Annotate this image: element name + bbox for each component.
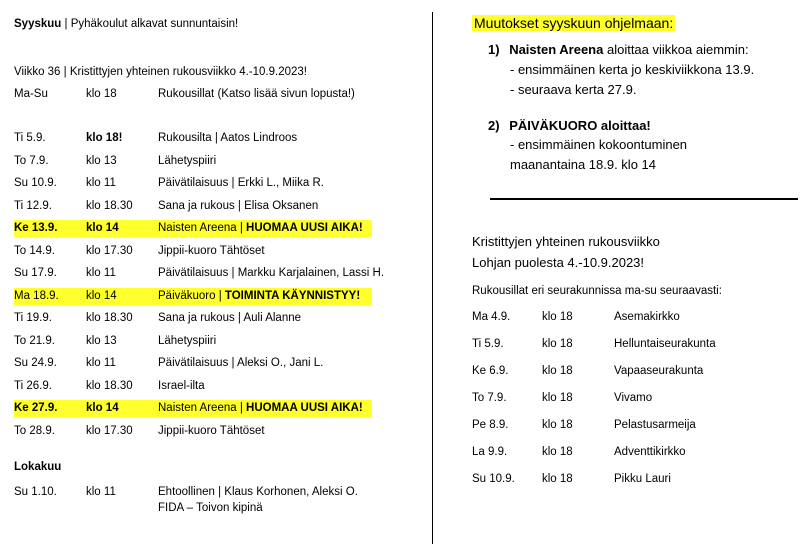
row-event <box>158 312 301 324</box>
prayer-intro: Rukousillat eri seurakunnissa ma-su seuraavasti: <box>472 285 722 297</box>
row-event <box>158 200 318 212</box>
row-event-text: Päivätilaisuus | Aleksi O., Jani L. <box>158 357 324 369</box>
lokakuu-heading: Lokakuu <box>14 461 62 473</box>
column-divider <box>432 12 433 544</box>
item2-number: 2) <box>488 118 500 133</box>
prayer-place: Vapaaseurakunta <box>614 365 704 377</box>
event-row <box>14 175 414 192</box>
row-event-text: Päivätilaisuus | Erkki L., Miika R. <box>158 177 324 189</box>
item1-bold: Naisten Areena <box>509 42 604 57</box>
section-rule <box>490 198 798 200</box>
event-row <box>14 333 414 350</box>
prayer-time: klo 18 <box>542 311 573 323</box>
prayer-row <box>472 473 772 491</box>
row-day: Ti 5.9. <box>14 132 46 144</box>
prayer-day: Ti 5.9. <box>472 338 504 350</box>
prayer-title-2: Lohjan puolesta 4.-10.9.2023! <box>472 255 645 270</box>
event-row <box>14 265 414 282</box>
row-time: klo 11 <box>86 177 116 189</box>
row-event-text: Sana ja rukous | Elisa Oksanen <box>158 199 319 212</box>
prayer-row <box>472 311 772 329</box>
row-time: klo 14 <box>86 402 119 414</box>
header-note: Pyhäkoulut alkavat sunnuntaisin! <box>70 18 239 30</box>
header-sep: | <box>64 18 68 30</box>
row-day: Ti 19.9. <box>14 312 52 324</box>
row-day: Su 1.10. <box>14 486 57 498</box>
prayer-time: klo 18 <box>542 473 573 485</box>
week-line: Viikko 36 | Kristittyjen yhteinen rukousviikko 4.-10.9.2023! <box>14 66 307 78</box>
month-heading: Syyskuu <box>14 18 62 30</box>
row-event <box>158 267 384 279</box>
item2-bold: PÄIVÄKUORO aloittaa! <box>509 118 651 133</box>
lokakuu-row <box>14 484 414 501</box>
row-event-text: Lähetyspiiri <box>158 334 217 347</box>
prayer-day: Pe 8.9. <box>472 419 509 431</box>
row-time: klo 14 <box>86 289 117 302</box>
row-event: Rukousillat (Katso lisää sivun lopusta!) <box>158 88 355 100</box>
prayer-day: Ma 4.9. <box>472 311 511 323</box>
prayer-day: To 7.9. <box>472 392 507 404</box>
event-row <box>14 288 414 305</box>
prayer-time: klo 18 <box>542 446 573 458</box>
row-event <box>158 425 265 437</box>
row-time: klo 13 <box>86 154 117 167</box>
prayer-time: klo 18 <box>542 365 573 377</box>
row-event-text: Israel-ilta <box>158 379 205 392</box>
event-row <box>14 153 414 170</box>
prayer-row <box>472 419 772 437</box>
row-day: Ti 12.9. <box>14 199 52 212</box>
event-row <box>14 400 414 417</box>
row-event <box>158 357 323 369</box>
row-event-text: Sana ja rukous | Auli Alanne <box>158 312 302 324</box>
row-day: Su 24.9. <box>14 357 57 369</box>
prayer-day: La 9.9. <box>472 446 508 458</box>
row-event <box>158 177 324 189</box>
changes-item1 <box>488 42 749 57</box>
changes-item2 <box>488 118 651 133</box>
prayer-time: klo 18 <box>542 419 573 431</box>
row-event-text: Naisten Areena | <box>158 222 247 234</box>
changes-title: Muutokset syyskuun ohjelmaan: <box>474 15 674 31</box>
item1-sub1: - ensimmäinen kerta jo keskiviikkona 13.9. <box>510 62 755 77</box>
row-day: To 7.9. <box>14 154 49 167</box>
row-event-text: Rukousilta | Aatos Lindroos <box>158 132 298 144</box>
row-day: Ma-Su <box>14 88 48 100</box>
row-event-emphasis: HUOMAA UUSI AIKA! <box>246 222 363 234</box>
row-event-text: Naisten Areena | <box>158 402 247 414</box>
row-time: klo 13 <box>86 334 117 347</box>
prayer-time: klo 18 <box>542 338 573 350</box>
row-time: klo 18.30 <box>86 379 133 392</box>
row-event <box>158 290 360 302</box>
row-day: Ke 27.9. <box>14 402 58 414</box>
item1-rest: aloittaa viikkoa aiemmin: <box>603 42 749 57</box>
event-row <box>14 378 414 395</box>
row-time: klo 11 <box>86 486 116 498</box>
event-row <box>14 243 414 260</box>
row-day: Su 17.9. <box>14 267 57 279</box>
event-row <box>14 220 414 237</box>
prayer-place: Vivamo <box>614 392 653 404</box>
event-row <box>14 198 414 215</box>
mainsu-row <box>14 86 414 103</box>
row-time: klo 11 <box>86 357 116 369</box>
lokakuu-event-line2: FIDA – Toivon kipinä <box>158 502 263 514</box>
prayer-row <box>472 392 772 410</box>
event-row <box>14 130 414 147</box>
event-row <box>14 310 414 327</box>
row-event <box>158 402 363 414</box>
row-time: klo 18! <box>86 132 123 144</box>
row-day: Ma 18.9. <box>14 289 59 302</box>
row-day: To 14.9. <box>14 244 55 257</box>
prayer-day: Su 10.9. <box>472 473 515 485</box>
item1-number: 1) <box>488 42 500 57</box>
header-line <box>14 18 238 30</box>
row-event-emphasis: TOIMINTA KÄYNNISTYY! <box>224 289 361 302</box>
prayer-row <box>472 365 772 383</box>
row-time: klo 17.30 <box>86 244 133 257</box>
prayer-place: Pikku Lauri <box>614 473 671 485</box>
row-event-text: Jippii-kuoro Tähtöset <box>158 424 265 437</box>
row-day: To 21.9. <box>14 334 55 347</box>
row-time: klo 14 <box>86 222 119 234</box>
row-event-text: Päivätilaisuus | Markku Karjalainen, Lassi H. <box>158 267 385 279</box>
prayer-row <box>472 446 772 464</box>
prayer-row <box>472 338 772 356</box>
prayer-place: Pelastusarmeija <box>614 419 696 431</box>
event-row <box>14 355 414 372</box>
row-time: klo 18.30 <box>86 199 133 212</box>
row-event-text: Lähetyspiiri <box>158 154 217 167</box>
prayer-title-1: Kristittyjen yhteinen rukousviikko <box>472 234 660 249</box>
prayer-place: Helluntaiseurakunta <box>614 338 716 350</box>
item2-sub1: - ensimmäinen kokoontuminen <box>510 137 688 152</box>
row-event <box>158 222 363 234</box>
row-event: Ehtoollinen | Klaus Korhonen, Aleksi O. <box>158 486 358 498</box>
row-event-text: Päiväkuoro | <box>158 289 225 302</box>
row-day: To 28.9. <box>14 424 55 437</box>
prayer-place: Asemakirkko <box>614 311 680 323</box>
row-event <box>158 380 205 392</box>
row-day: Su 10.9. <box>14 177 57 189</box>
prayer-place: Adventtikirkko <box>614 446 686 458</box>
row-event <box>158 155 216 167</box>
row-time: klo 18 <box>86 88 117 100</box>
row-event-text: Jippii-kuoro Tähtöset <box>158 244 265 257</box>
item2-sub2: maanantaina 18.9. klo 14 <box>510 157 656 172</box>
row-event <box>158 245 265 257</box>
row-event <box>158 335 216 347</box>
row-day: Ti 26.9. <box>14 379 52 392</box>
row-time: klo 11 <box>86 267 116 279</box>
row-day: Ke 13.9. <box>14 222 58 234</box>
row-time: klo 17.30 <box>86 424 133 437</box>
event-row <box>14 423 414 440</box>
row-time: klo 18.30 <box>86 312 133 324</box>
item1-sub2: - seuraava kerta 27.9. <box>510 82 637 97</box>
row-event <box>158 132 297 144</box>
row-event-emphasis: HUOMAA UUSI AIKA! <box>246 402 363 414</box>
prayer-day: Ke 6.9. <box>472 365 509 377</box>
prayer-time: klo 18 <box>542 392 573 404</box>
